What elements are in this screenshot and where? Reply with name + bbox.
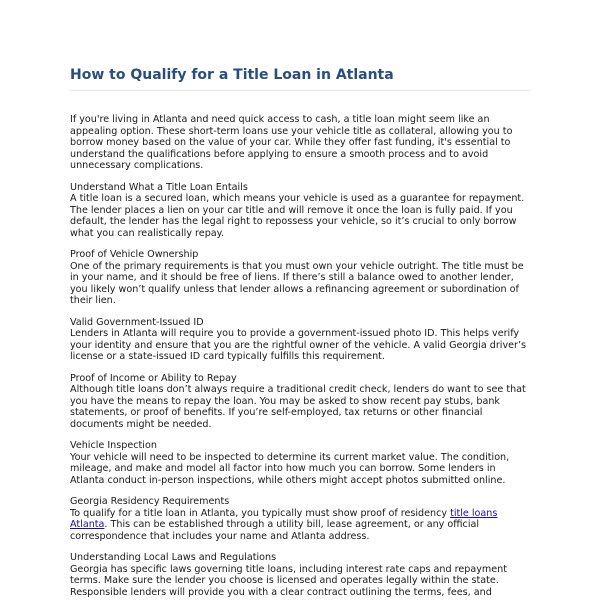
section-heading: Valid Government-Issued ID <box>70 316 204 328</box>
section-heading: Georgia Residency Requirements <box>70 496 230 507</box>
title-divider <box>70 90 530 91</box>
section-heading: Understanding Local Laws and Regulations <box>70 552 277 563</box>
intro-paragraph: If you're living in Atlanta and need quick access to cash, a title loan might seem like an appealing option. These short-term loans use your vehicle title as collateral, allowing you to borrow money based on the value of your car. While they offer fast funding, it's essential to understand the qualifications before applying to ensure a smooth process and to avoid unnecessary complications. <box>70 114 513 171</box>
article-body <box>70 114 532 600</box>
section-government-id <box>70 317 532 363</box>
section-body: Georgia has specific laws governing title loans, including interest rate caps and repayment terms. Make sure the lender you choose is licensed and operates legally within the state. Responsible lenders will provide you with a clear contract outlining the terms, fees, and <box>70 563 507 598</box>
section-heading: Vehicle Inspection <box>70 440 157 451</box>
section-vehicle-ownership <box>70 249 532 307</box>
section-heading: Proof of Vehicle Ownership <box>70 249 199 260</box>
section-body: One of the primary requirements is that you must own your vehicle outright. The title must be in your name, and it should be free of liens. If there’s still a balance owed to another lender, you likely won’t qualify unless that lender allows a refinancing agreement or subordination of their lien. <box>70 260 524 306</box>
section-local-laws <box>70 552 532 598</box>
section-vehicle-inspection <box>70 440 532 486</box>
section-heading: Understand What a Title Loan Entails <box>70 181 248 193</box>
section-body: Lenders in Atlanta will require you to provide a government-issued photo ID. This helps verify your identity and ensure that you are the rightful owner of the vehicle. A valid Georgia driver’s license or a state-issued ID card typically fulfills this requirement. <box>70 328 527 362</box>
page-title: How to Qualify for a Title Loan in Atlanta <box>70 67 394 83</box>
section-proof-of-income <box>70 373 532 431</box>
section-body <box>70 508 532 543</box>
section-body: Although title loans don’t always require a traditional credit check, lenders do want to see that you have the means to repay the loan. You may be asked to show recent pay stubs, bank statements, or proof of benefits. If you’re self-employed, tax returns or other financial documents might be needed. <box>70 384 526 430</box>
section-body: Your vehicle will need to be inspected to determine its current market value. The condition, mileage, and make and model all factor into how much you can borrow. Some lenders in Atlanta conduct in-person inspections, while others might accept photos submitted online. <box>70 451 510 486</box>
residency-text-before-link: To qualify for a title loan in Atlanta, you typically must show proof of residency <box>70 507 448 519</box>
title-loans-atlanta-link[interactable]: title loans Atlanta <box>70 507 498 530</box>
section-residency-requirements <box>70 496 532 542</box>
section-heading: Proof of Income or Ability to Repay <box>70 372 237 384</box>
section-title-loan-entails <box>70 182 532 240</box>
section-body: A title loan is a secured loan, which means your vehicle is used as a guarantee for repayment. The lender places a lien on your car title and will remove it once the loan is fully paid. If you default, the lender has the legal right to repossess your vehicle, so it’s crucial to only borrow what you can realistically repay. <box>70 193 525 239</box>
residency-text-after-link: . This can be established through a utility bill, lease agreement, or any official correspondence that includes your name and Atlanta address. <box>70 519 480 542</box>
